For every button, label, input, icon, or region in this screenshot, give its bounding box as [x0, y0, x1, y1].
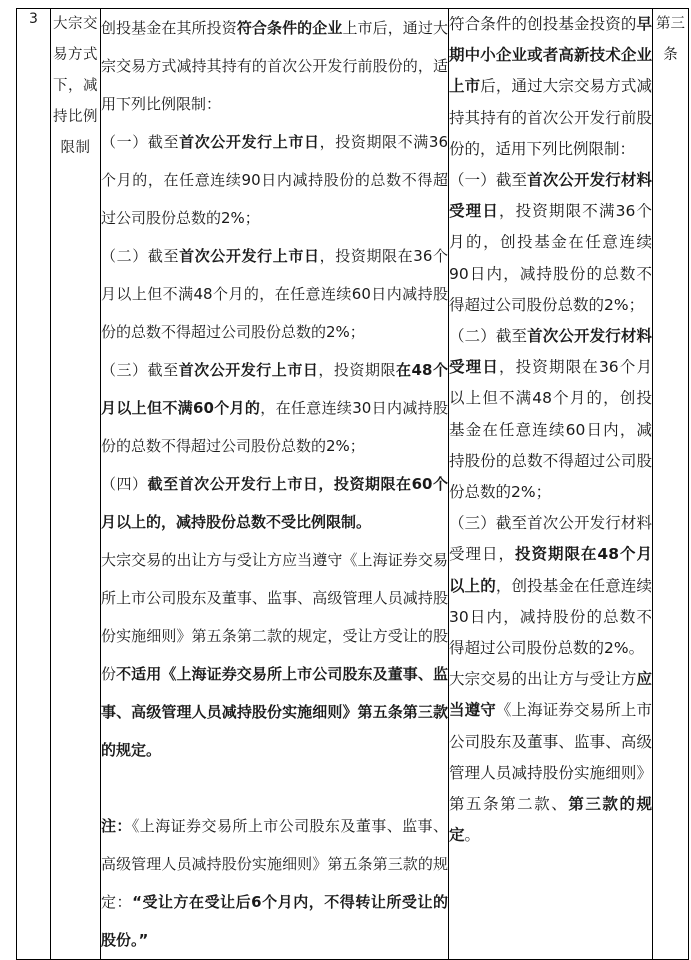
mid-p4-a: （三）截至 — [101, 361, 179, 379]
right-p2-a: （一）截至 — [449, 171, 528, 190]
mid-p3-a: （二）截至 — [101, 247, 180, 265]
mid-p5-a: （四） — [101, 475, 148, 493]
right-p3-b: 首次公开发行材料受理日 — [449, 327, 652, 377]
row-number: 3 — [29, 11, 38, 27]
mid-p4-c: ，投资期限 — [318, 361, 397, 379]
right-p3-c: ，投资期限在36个月以上但不满48个月的，创投基金在任意连续60日内，减持股份的总数不得超过公司股份总数的2%； — [449, 358, 652, 502]
mid-p7-c: “受让方在受让后6个月内，不得转让所受让的股份。” — [101, 893, 448, 949]
right-p4-a: （三）截至首次公开发行材料受理日， — [449, 514, 652, 564]
right-p2-b: 首次公开发行材料受理日 — [449, 171, 652, 221]
right-paragraph-4 — [449, 508, 652, 664]
right-p1-c: 后，通过大宗交易方式减持其持有的首次公开发行前股份的，适用下列比例限制： — [449, 77, 652, 158]
mid-paragraph-3 — [101, 237, 448, 351]
right-paragraph-5 — [449, 664, 652, 851]
right-paragraph-1 — [449, 9, 652, 165]
mid-p2-b: 首次公开发行上市日 — [179, 133, 320, 151]
mid-p3-c: ，投资期限在36个月以上但不满48个月的，在任意连续60日内减持股份的总数不得超过公司股份总数的2%； — [101, 247, 448, 341]
article-label: 第三条 — [656, 16, 685, 63]
article-cell — [653, 9, 689, 960]
paragraph-spacer — [101, 769, 448, 807]
mid-paragraph-7-note — [101, 807, 448, 959]
mid-p1-b: 符合条件的企业 — [236, 19, 343, 37]
right-p4-c: ，创投基金在任意连续30日内，减持股份的总数不得超过公司股份总数的2%。 — [449, 576, 652, 658]
right-p5-c: 《上海证券交易所上市公司股东及董事、监事、高级管理人员减持股份实施细则》第五条第二款、 — [449, 701, 652, 814]
mid-paragraph-1 — [101, 9, 448, 123]
mid-p2-a: （一）截至 — [101, 133, 180, 151]
right-p5-a: 大宗交易的出让方与受让方 — [449, 670, 637, 689]
mid-p4-b: 首次公开发行上市日 — [178, 361, 319, 379]
table-row — [17, 9, 689, 960]
mid-paragraph-2 — [101, 123, 448, 237]
mid-p1-c: 上市后，通过大宗交易方式减持其持有的首次公开发行前股份的，适用下列比例限制： — [101, 19, 448, 113]
comparison-table — [16, 8, 689, 960]
topic-label: 大宗交易方式下，减持比例限制 — [53, 16, 98, 156]
right-paragraph-3 — [449, 321, 652, 508]
right-p1-a: 符合条件的创投基金投资的 — [449, 15, 637, 33]
right-p5-b: 应当遵守 — [449, 670, 652, 720]
mid-p7-a: 注： — [101, 817, 132, 835]
right-p4-b: 投资期限在48个月以上的 — [449, 545, 652, 595]
mid-paragraph-5 — [101, 465, 448, 541]
mid-p4-d: 在48个月以上但不满60个月的 — [101, 361, 448, 417]
mid-p5-b: 截至首次公开发行上市日，投资期限在60个月以上的，减持股份总数不受比例限制。 — [101, 475, 448, 531]
right-p5-e: 。 — [464, 826, 481, 845]
row-number-cell — [17, 9, 51, 960]
mid-paragraph-6 — [101, 541, 448, 769]
mid-p1-a: 创投基金在其所投资 — [101, 19, 237, 37]
mid-p2-c: ，投资期限不满36个月的，在任意连续90日内减持股份的总数不得超过公司股份总数的2%； — [101, 133, 448, 227]
right-paragraph-2 — [449, 165, 652, 321]
right-p5-d: 第三款的规定 — [449, 795, 652, 845]
mid-paragraph-4 — [101, 351, 448, 465]
mid-p3-b: 首次公开发行上市日 — [179, 247, 320, 265]
mid-p6-b: 不适用《上海证券交易所上市公司股东及董事、监事、高级管理人员减持股份实施细则》第五条第三款的规定。 — [101, 665, 448, 759]
right-column-cell — [449, 9, 653, 960]
right-p3-a: （二）截至 — [449, 327, 528, 346]
right-p2-c: ，投资期限不满36个月的，创投基金在任意连续90日内，减持股份的总数不得超过公司股份总数的2%； — [449, 202, 652, 314]
topic-cell — [51, 9, 101, 960]
mid-p7-b: 《上海证券交易所上市公司股东及董事、监事、高级管理人员减持股份实施细则》第五条第三款的规定： — [101, 817, 448, 911]
mid-p6-a: 大宗交易的出让方与受让方应当遵守《上海证券交易所上市公司股东及董事、监事、高级管理人员减持股份实施细则》第五条第二款的规定，受让方受让的股份 — [101, 551, 448, 683]
middle-column-cell — [101, 9, 449, 960]
right-p1-b: 早期中小企业或者高新技术企业上市 — [449, 15, 652, 96]
mid-p4-e: ，在任意连续30日内减持股份的总数不得超过公司股份总数的2%； — [101, 399, 449, 455]
